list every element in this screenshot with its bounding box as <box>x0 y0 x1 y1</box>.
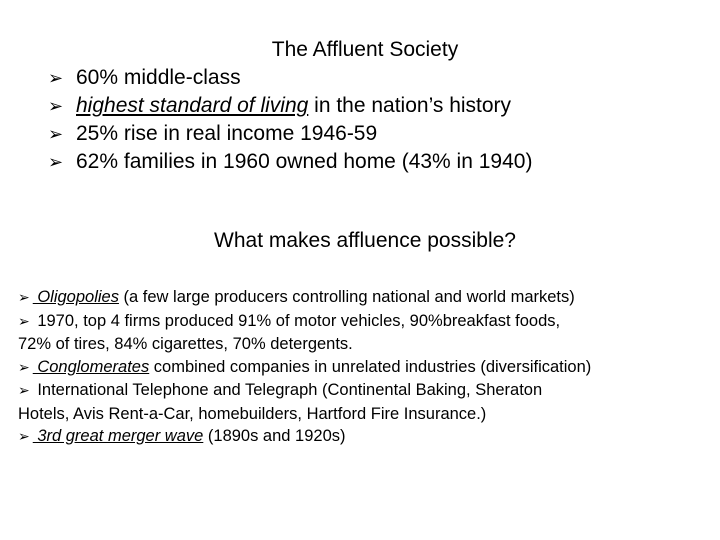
list-item <box>48 121 532 149</box>
list-item <box>48 65 532 93</box>
bullet-text: (1890s and 1920s) <box>203 427 346 445</box>
arrow-bullet-icon: ➢ <box>18 359 30 376</box>
bullet-text-continued: Hotels, Avis Rent-a-Car, homebuilders, Hartford Fire Insurance.) <box>18 404 487 423</box>
list-item <box>18 356 720 380</box>
arrow-bullet-icon: ➢ <box>48 68 64 89</box>
emphasized-term: 3rd great merger wave <box>32 427 204 445</box>
arrow-bullet-icon: ➢ <box>48 96 64 117</box>
arrow-bullet-icon: ➢ <box>48 124 64 145</box>
bullet-text: 1970, top 4 firms produced 91% of motor vehicles, 90%breakfast foods, <box>32 311 561 330</box>
emphasized-term: Conglomerates <box>32 357 150 376</box>
bullet-text: (a few large producers controlling national and world markets) <box>118 288 575 306</box>
bullet-text-continued: 72% of tires, 84% cigarettes, 70% detergents. <box>18 335 353 353</box>
arrow-bullet-icon: ➢ <box>18 383 30 399</box>
list-item <box>48 149 532 177</box>
arrow-bullet-icon: ➢ <box>18 290 30 306</box>
bullet-text: 25% rise in real income 1946-59 <box>76 122 378 145</box>
bullet-text: in the nation’s history <box>308 94 512 117</box>
slide-title: The Affluent Society <box>271 38 459 61</box>
bullet-text: International Telephone and Telegraph (Continental Baking, Sheraton <box>32 381 543 399</box>
affluence-causes-list <box>18 286 720 449</box>
list-item <box>18 310 720 356</box>
bullet-text: 62% families in 1960 owned home (43% in 1940) <box>76 150 533 173</box>
affluence-facts-list <box>48 65 532 177</box>
list-item <box>18 286 720 310</box>
emphasized-term: highest standard of living <box>76 94 309 117</box>
emphasized-term: Oligopolies <box>32 288 119 306</box>
arrow-bullet-icon: ➢ <box>48 152 64 173</box>
arrow-bullet-icon: ➢ <box>18 313 30 330</box>
section-question: What makes affluence possible? <box>214 229 516 252</box>
bullet-text: 60% middle-class <box>76 66 241 89</box>
list-item <box>18 425 720 449</box>
list-item <box>18 379 720 425</box>
bullet-text: combined companies in unrelated industries (diversification) <box>149 357 592 376</box>
list-item <box>48 93 532 121</box>
arrow-bullet-icon: ➢ <box>18 429 30 445</box>
